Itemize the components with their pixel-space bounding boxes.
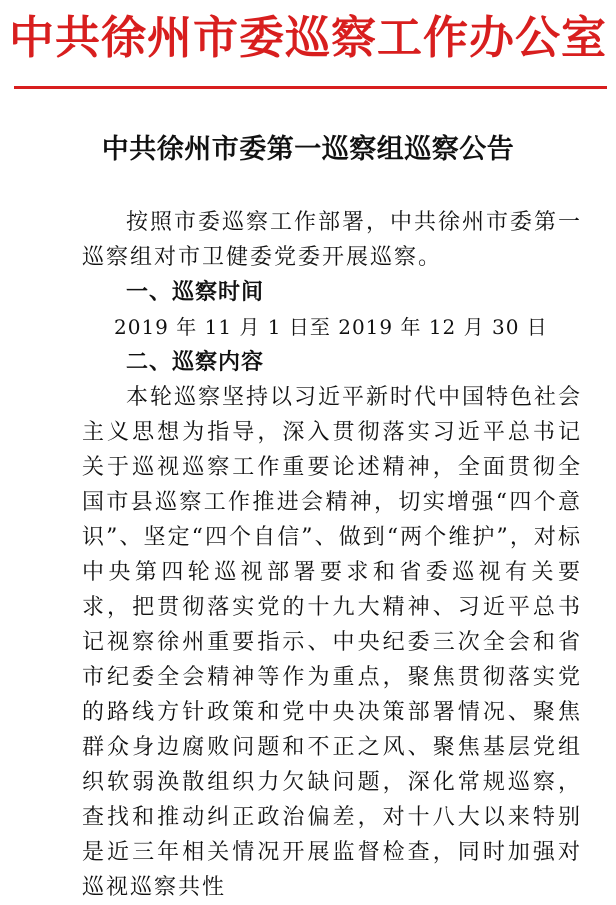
inspection-content-paragraph: 本轮巡察坚持以习近平新时代中国特色社会主义思想为指导，深入贯彻落实习近平总书记关于巡视巡察工作重要论述精神，全面贯彻全国市县巡察工作推进会精神，切实增强“四个意识”、坚定“四个自信”、做到“两个维护”，对标中央第四轮巡视部署要求和省委巡视有关要求，把贯彻落实党的十九大精神、习近平总书记视察徐州重要指示、中央纪委三次全会和省市纪委全会精神等作为重点，聚焦贯彻落实党的路线方针政策和党中央决策部署情况、聚焦群众身边腐败问题和不正之风、聚焦基层党组织软弱涣散组织力欠缺问题，深化常规巡察，查找和推动纠正政治偏差，对十八大以来特别是近三年相关情况开展监督检查，同时加强对巡视巡察共性 <box>82 385 583 900</box>
inspection-period: 2019 年 11 月 1 日至 2019 年 12 月 30 日 <box>114 315 548 339</box>
intro-paragraph: 按照市委巡察工作部署，中共徐州市委第一巡察组对市卫健委党委开展巡察。 <box>82 210 583 270</box>
document-title: 中共徐州市委第一巡察组巡察公告 <box>101 134 515 165</box>
letterhead-divider <box>14 86 607 89</box>
section-heading-time: 一、巡察时间 <box>126 280 265 305</box>
section-heading-content: 二、巡察内容 <box>126 350 265 375</box>
document-body <box>82 205 582 905</box>
letterhead-title: 中共徐州市委巡察工作办公室 <box>8 11 607 64</box>
